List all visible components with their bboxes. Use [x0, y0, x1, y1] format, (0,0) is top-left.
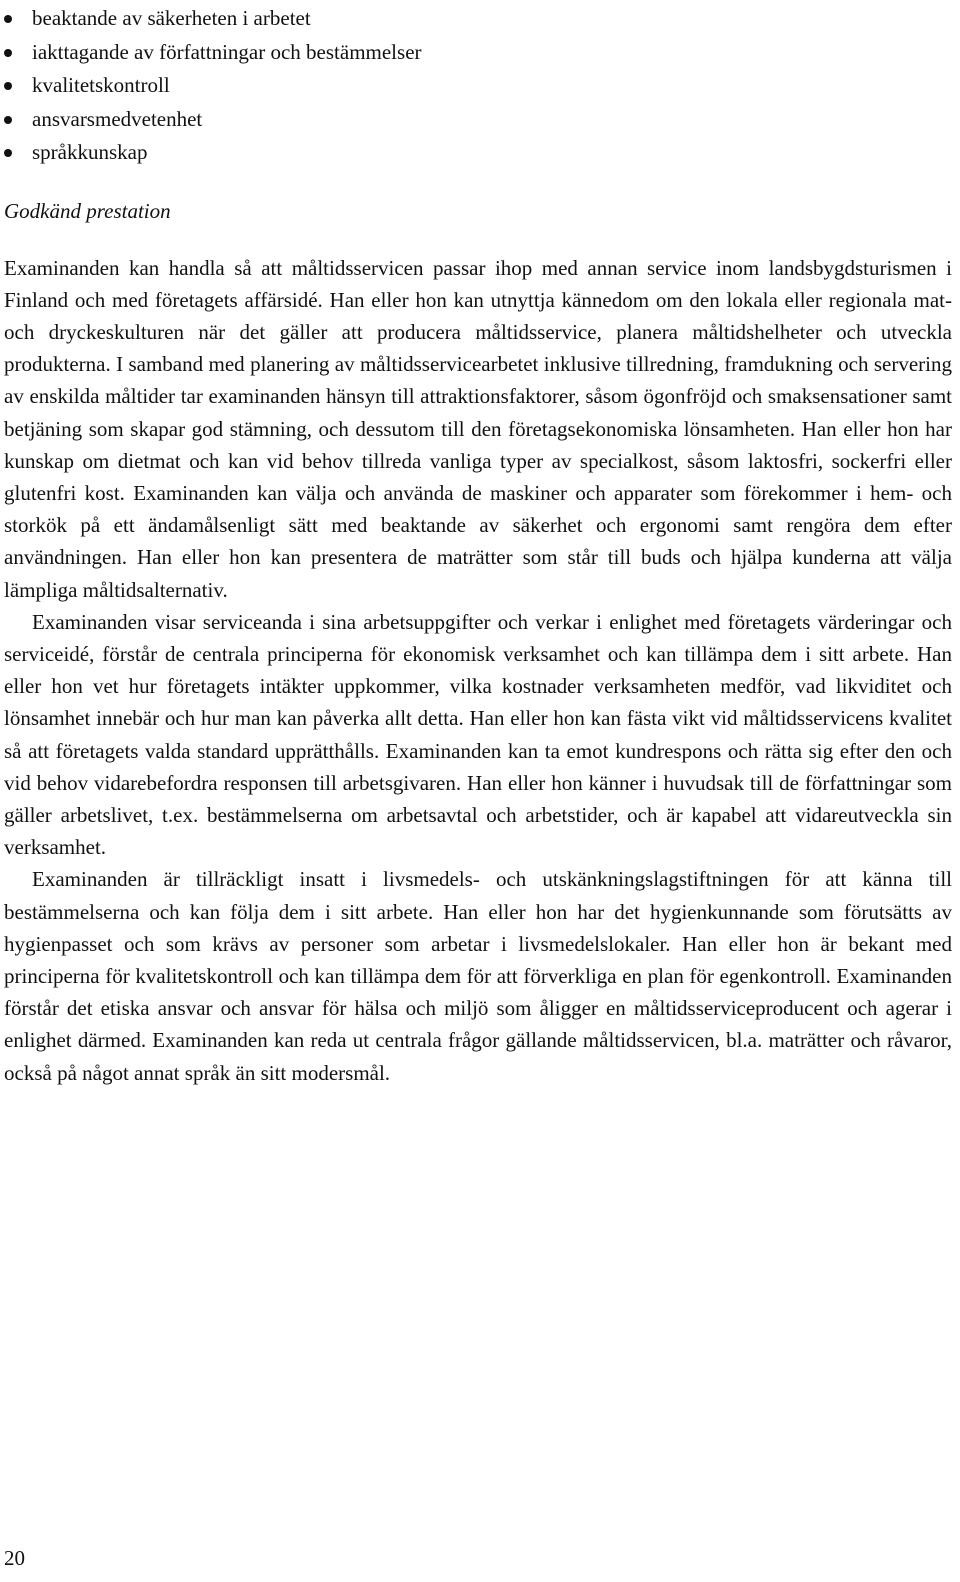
list-item — [4, 2, 952, 36]
section-heading: Godkänd prestation — [4, 198, 171, 223]
bullet-icon — [4, 49, 12, 57]
list-item-text: beaktande av säkerheten i arbetet — [32, 6, 311, 30]
bullet-icon — [4, 149, 12, 157]
list-item-text: iakttagande av författningar och bestämmelser — [32, 39, 422, 64]
bullet-icon — [4, 82, 12, 90]
page-number: 20 — [4, 1546, 25, 1570]
paragraph-legislation: Examinanden är tillräckligt insatt i livsmedels- och utskänkningslagstiftningen för att känna till bestämmelserna och kan följa dem i sitt arbete. Han eller hon har det hygienkunnande som förutsätts av hygienpasset och som krävs av personer som arbetar i livsmedelslokaler. Han eller hon är bekant med principerna för kvalitetskontroll och kan tillämpa dem för att förverkliga en plan för egenkontroll. Examinanden förstår det etiska ansvar och ansvar för hälsa och miljö som åligger en måltidsserviceproducent och agerar i enlighet därmed. Examinanden kan reda ut centrala frågor gällande måltidsservicen, bl.a. maträtter och råvaror, också på något annat språk än sitt modersmål. — [4, 867, 952, 1085]
list-item-text: ansvarsmedvetenhet — [32, 106, 203, 131]
list-item — [4, 36, 952, 70]
list-item — [4, 103, 952, 137]
criteria-list — [4, 0, 952, 170]
bullet-icon — [4, 116, 12, 124]
paragraph-approved-performance: Examinanden kan handla så att måltidsservicen passar ihop med annan service inom landsbygdsturismen i Finland och med företagets affärsidé. Han eller hon kan utnyttja kännedom om den lokala eller regionala mat- och dryckeskulturen när det gäller att producera måltidsservice, planera måltidshelheter och utveckla produkterna. I samband med planering av måltidsservicearbetet inklusive tillredning, framdukning och servering av enskilda måltider tar examinanden hänsyn till attraktionsfaktorer, såsom ögonfröjd och smaksensationer samt betjäning som skapar god stämning, och dessutom till den företagsekonomiska lönsamheten. Han eller hon har kunskap om dietmat och kan vid behov tillreda vanliga typer av specialkost, såsom laktosfri, sockerfri eller glutenfri kost. Examinanden kan välja och använda de maskiner och apparater som förekommer i hem- och storkök på ett ändamålsenligt sätt med beaktande av säkerhet och ergonomi samt rengöra dem efter användningen. Han eller hon kan presentera de maträtter som står till buds och hjälpa kunderna att välja lämpliga måltidsalternativ. — [4, 255, 952, 602]
list-item — [4, 136, 952, 170]
paragraph-service-spirit: Examinanden visar serviceanda i sina arbetsuppgifter och verkar i enlighet med företagets värderingar och serviceidé, förstår de centrala principerna för ekonomisk verksamhet och kan tillämpa dem i sitt arbete. Han eller hon vet hur företagets intäkter uppkommer, vilka kostnader verksamheten medför, vad likviditet och lönsamhet innebär och hur man kan påverka allt detta. Han eller hon kan fästa vikt vid måltidsservicens kvalitet så att företagets valda standard upprätthålls. Examinanden kan ta emot kundrespons och rätta sig efter den och vid behov vidarebefordra responsen till arbetsgivaren. Han eller hon känner i huvudsak till de författningar som gäller arbetslivet, t.ex. bestämmelserna om arbetsavtal och arbetstider, och är kapabel att vidareutveckla sin verksamhet. — [4, 609, 952, 860]
document-page — [4, 0, 952, 1089]
list-item-text: språkkunskap — [32, 140, 148, 164]
list-item-text: kvalitetskontroll — [32, 73, 170, 97]
list-item — [4, 69, 952, 103]
bullet-icon — [4, 15, 12, 23]
